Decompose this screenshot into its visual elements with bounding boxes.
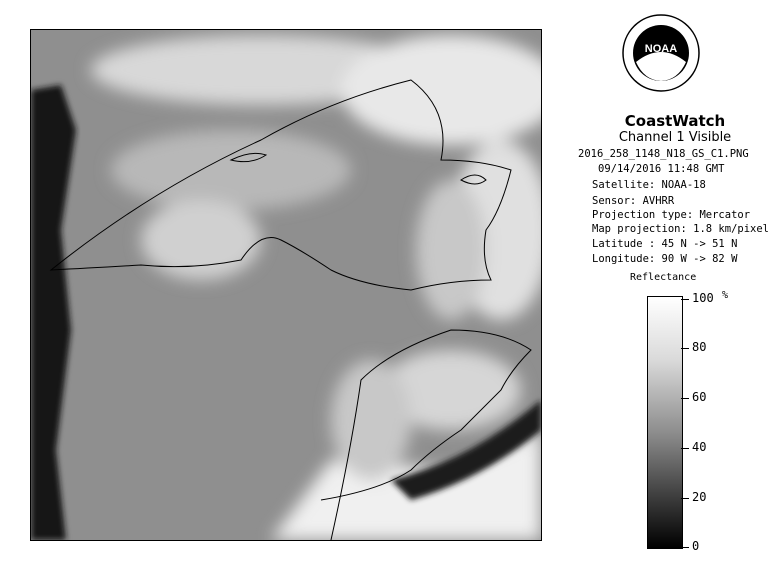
filename-label: 2016_258_1148_N18_GS_C1.PNG — [578, 148, 749, 160]
legend-tick-label: 100 — [692, 291, 714, 305]
latitude-label: Latitude : 45 N -> 51 N — [592, 238, 738, 250]
channel-label: Channel 1 Visible — [618, 130, 732, 145]
legend-tick — [681, 299, 689, 300]
legend-tick — [681, 398, 689, 399]
legend-unit: % — [722, 290, 729, 301]
datetime-label: 09/14/2016 11:48 GMT — [598, 163, 725, 175]
satellite-label: Satellite: NOAA-18 — [592, 179, 706, 191]
legend-title: Reflectance — [630, 272, 697, 283]
projection-type-label: Projection type: Mercator — [592, 209, 751, 221]
legend-tick — [681, 448, 689, 449]
noaa-logo — [620, 12, 702, 110]
legend-tick — [681, 348, 689, 349]
legend-tick — [681, 498, 689, 499]
longitude-label: Longitude: 90 W -> 82 W — [592, 253, 738, 265]
satellite-map — [31, 30, 541, 540]
legend-tick-label: 60 — [692, 390, 707, 404]
map-projection-label: Map projection: 1.8 km/pixel — [592, 223, 770, 235]
sensor-label: Sensor: AVHRR — [592, 195, 675, 207]
legend-tick-label: 0 — [692, 539, 700, 553]
logo-text: NOAA — [644, 43, 678, 55]
legend-tick-label: 40 — [692, 440, 707, 454]
satellite-image — [30, 29, 542, 541]
legend-tick-label: 20 — [692, 490, 707, 504]
legend-tick-label: 80 — [692, 340, 707, 354]
reflectance-colorbar — [647, 296, 683, 549]
legend-tick — [681, 547, 689, 548]
page-title: CoastWatch — [624, 112, 726, 130]
